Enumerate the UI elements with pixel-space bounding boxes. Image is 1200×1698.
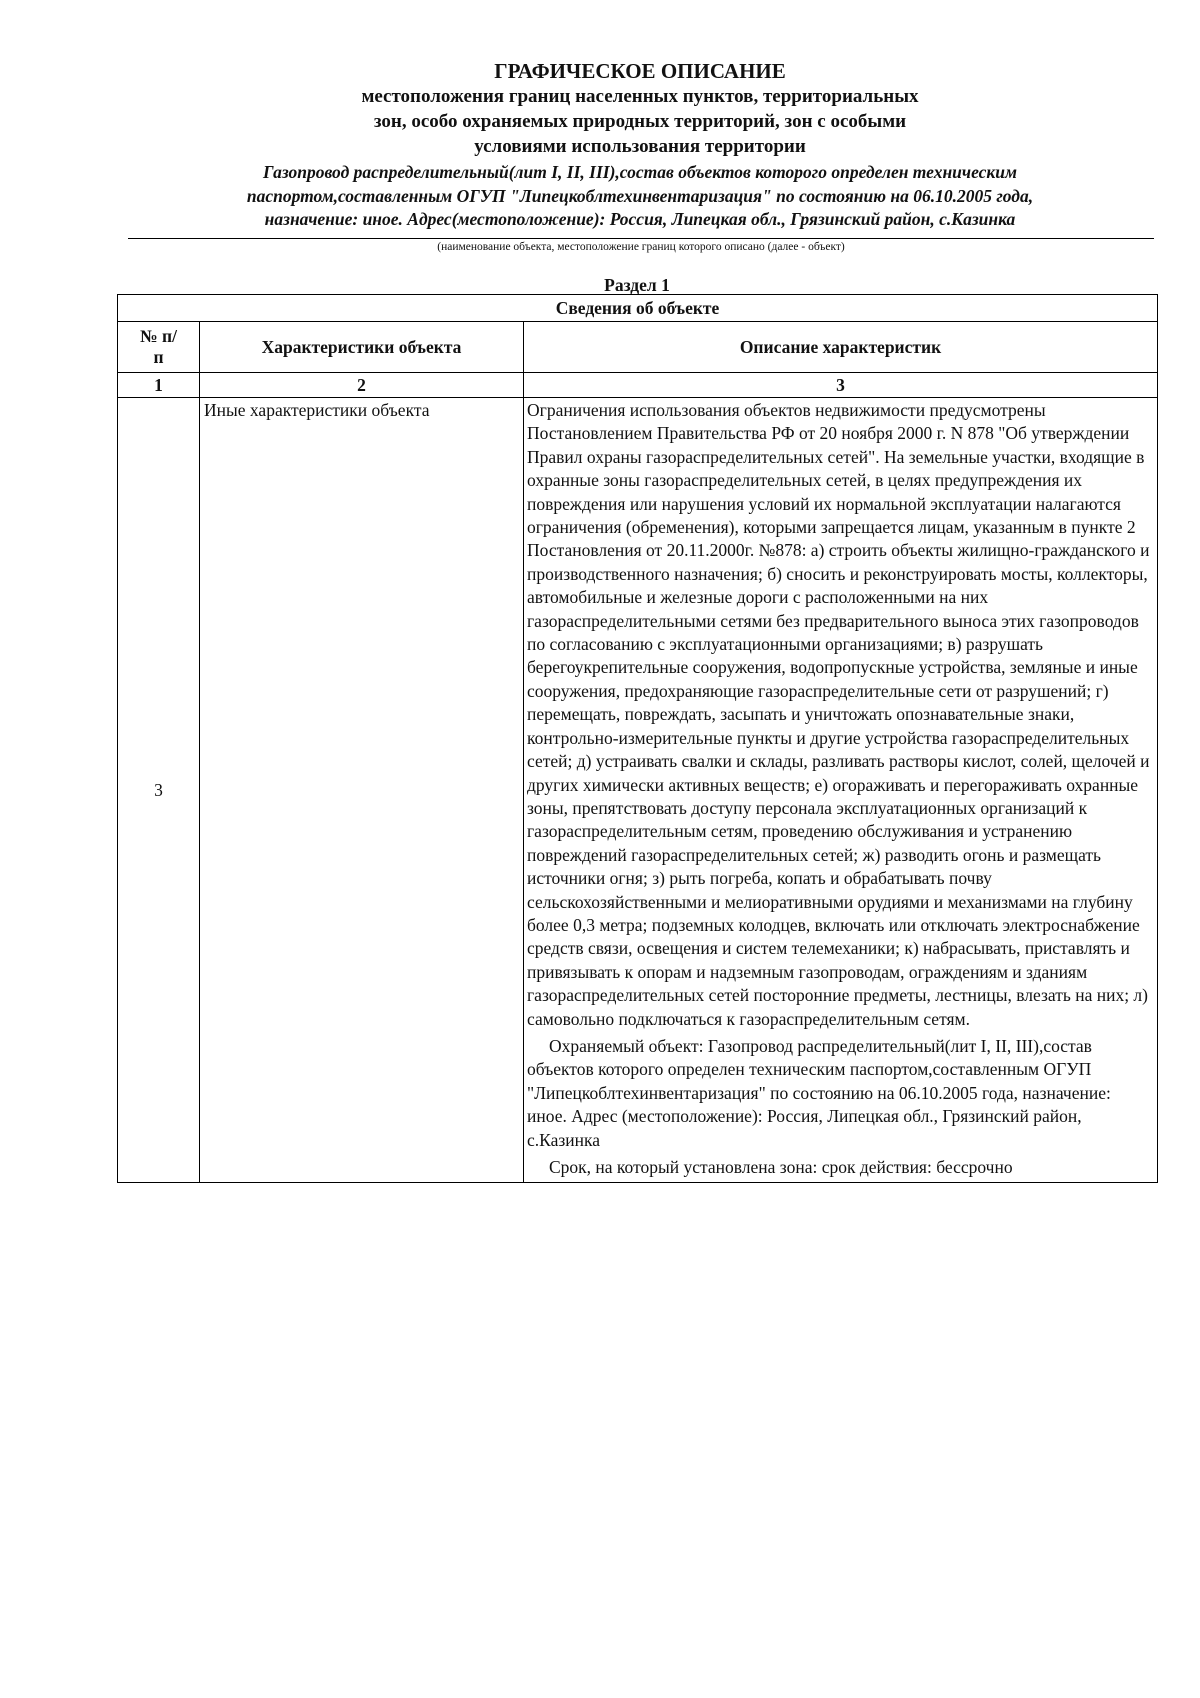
row-number: 3: [118, 398, 200, 1183]
object-caption: (наименование объекта, местоположение границ которого описано (далее - объект): [437, 241, 845, 253]
column-header-description: Описание характеристик: [524, 322, 1158, 373]
column-number: 1: [118, 373, 200, 398]
document-title: ГРАФИЧЕСКОЕ ОПИСАНИЕ: [494, 59, 786, 83]
column-number: 3: [524, 373, 1158, 398]
subtitle-line: зон, особо охраняемых природных территорий, зон с особыми: [373, 111, 907, 132]
row-characteristic: Иные характеристики объекта: [200, 398, 524, 1183]
object-underline: [128, 238, 1154, 239]
subtitle-line: условиями использования территории: [474, 136, 806, 157]
object-name-line: назначение: иное. Адрес(местоположение): Россия, Липецкая обл., Грязинский район, с.Казинка: [264, 209, 1016, 229]
object-name: [130, 161, 1150, 232]
description-paragraph: Охраняемый объект: Газопровод распределительный(лит I, II, III),состав объектов которого определен техническим паспортом,составленным ОГУП "Липецкоблтехинвентаризация" по состоянию на 06.10.2005 года, назначение: иное. Адрес (местоположение): Россия, Липецкая обл., Грязинский район, с.Казинка: [527, 1035, 1111, 1150]
table-caption: Сведения об объекте: [118, 295, 1158, 322]
description-paragraph: Ограничения использования объектов недвижимости предусмотрены Постановлением Правительства РФ от 20 ноября 2000 г. N 878 "Об утверждении Правил охраны газораспределительных сетей". На земельные участки, входящие в охранные зоны газораспределительных сетей, в целях предупреждения их повреждения или нарушения условий их нормальной эксплуатации налагаются ограничения (обременения), которыми запрещается лицам, указанным в пункте 2 Постановления от 20.11.2000г. №878: а) строить объекты жилищно-гражданского и производственного назначения; б) сносить и реконструировать мосты, коллекторы, автомобильные и железные дороги с расположенными на них газораспределительными сетями без предварительного выноса этих газопроводов по согласованию с эксплуатационными организациями; в) разрушать берегоукрепительные сооружения, водопропускные устройства, земляные и иные сооружения, предохраняющие газораспределительные сети от разрушений; г) перемещать, повреждать, засыпать и уничтожать опознавательные знаки, контрольно-измерительные пункты и другие устройства газораспределительных сетей; д) устраивать свалки и склады, разливать растворы кислот, солей, щелочей и других химически активных веществ; е) огораживать и перегораживать охранные зоны, препятствовать доступу персонала эксплуатационных организаций к газораспределительным сетям, проведению обслуживания и устранению повреждений газораспределительных сетей; ж) разводить огонь и размещать источники огня; з) рыть погреба, копать и обрабатывать почву сельскохозяйственными и мелиоративными орудиями и механизмами на глубину более 0,3 метра; подземных колодцев, включать или отключать электроснабжение средств связи, освещения и систем телемеханики; к) набрасывать, приставлять и привязывать к опорам и надземным газопроводам, ограждениям и зданиям газораспределительных сетей посторонние предметы, лестницы, влезать на них; л) самовольно подключаться к газораспределительным сетям.: [527, 400, 1150, 1029]
column-number: 2: [200, 373, 524, 398]
column-header-number-label: № п/п: [140, 326, 177, 367]
document-header: [130, 58, 1150, 232]
column-header-number: [118, 322, 200, 373]
section-title: Раздел 1: [604, 275, 670, 295]
description-paragraph: Срок, на который установлена зона: срок действия: бессрочно: [549, 1157, 1013, 1177]
subtitle-line: местоположения границ населенных пунктов, территориальных: [361, 86, 919, 107]
object-name-line: Газопровод распределительный(лит I, II, III),состав объектов которого определен техническим: [263, 162, 1017, 182]
object-info-table: [117, 294, 1158, 1183]
object-name-line: паспортом,составленным ОГУП "Липецкоблтехинвентаризация" по состоянию на 06.10.2005 года,: [246, 185, 1034, 206]
table-row: [118, 398, 1158, 1183]
row-description: [524, 398, 1158, 1183]
column-header-characteristics: Характеристики объекта: [200, 322, 524, 373]
